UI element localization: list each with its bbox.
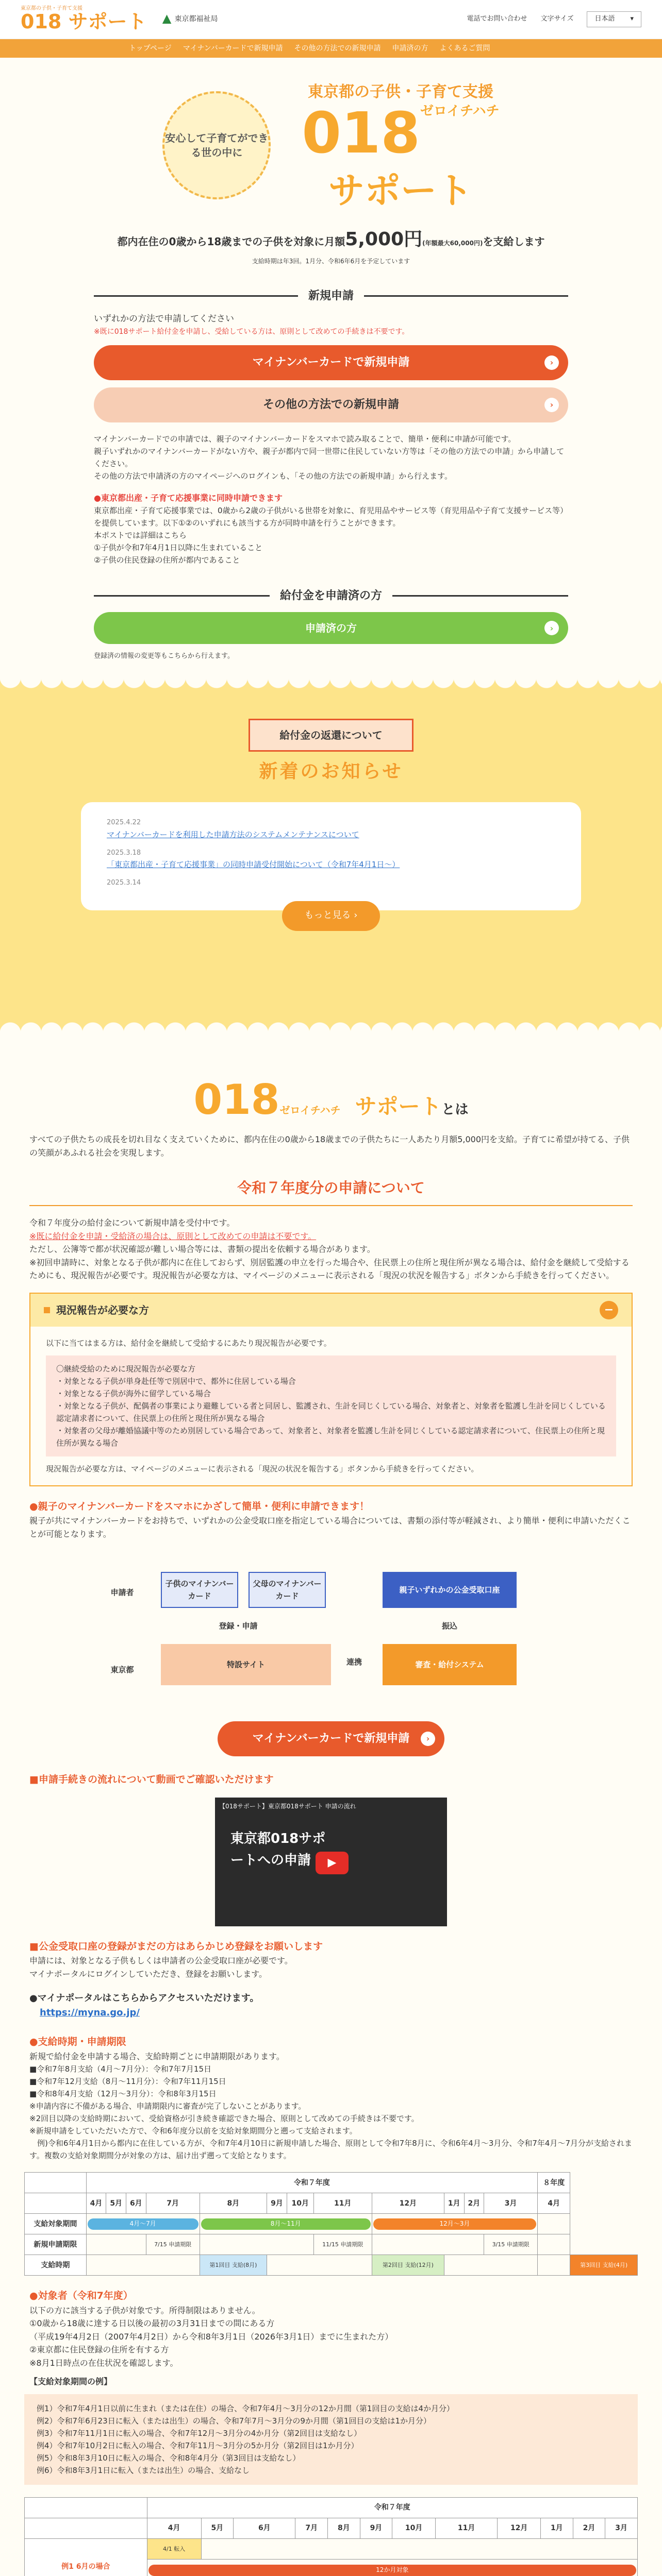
- hero-num: 018: [302, 100, 420, 166]
- month-header: 5月: [106, 2193, 126, 2214]
- r7-text1: 令和７年度分の給付金について新規申請を受付中です。: [29, 1218, 235, 1228]
- metro-label: 東京都福祉局: [174, 15, 218, 24]
- month-header: 9月: [360, 2518, 392, 2539]
- flow-diagram: [99, 1556, 563, 1706]
- status-title: 現況報告が必要な方: [56, 1304, 149, 1317]
- example-item: 例4）令和7年10月2日に転入の場合、令和7年11月～3月分の5か月分（第2回目は1か月分）: [37, 2441, 359, 2451]
- arrow-right-icon: ›: [544, 398, 559, 412]
- refund-chip[interactable]: 給付金の返還について: [249, 719, 413, 752]
- month-header: 1月: [444, 2193, 464, 2214]
- month-header: 2月: [464, 2193, 484, 2214]
- target-text: （平成19年4月2日（2007年4月2日）から令和8年3月1日（2026年3月1日）までに生まれた方）: [29, 2331, 393, 2342]
- minus-icon[interactable]: −: [600, 1301, 618, 1319]
- mynumber-apply-button[interactable]: [94, 345, 568, 380]
- month-header: 6月: [234, 2518, 295, 2539]
- month-header: 4月: [538, 2193, 570, 2214]
- nav-item-other[interactable]: その他の方法での新規申請: [294, 44, 381, 53]
- move-in-cell: 4/1 転入: [147, 2539, 201, 2560]
- example-item: 例5）令和8年3月10日に転入の場合、令和8年4月分（第3回目は支給なし）: [37, 2453, 301, 2463]
- apply-heading: [94, 287, 568, 305]
- mynumber-apply-label: マイナンバーカードで新規申請: [252, 355, 410, 369]
- r7-title: 令和７年度分の申請について: [237, 1179, 425, 1197]
- arrow-right-icon: ›: [421, 1732, 435, 1746]
- apply-para3: その他の方法で申請済の方のマイページへのログインも、「その他の方法での新規申請」から行えます。: [94, 471, 452, 481]
- corner-cell: [25, 2173, 87, 2193]
- period-item: ※新規申請をしていただいた方で、令和6年度分以前を支給対象期間分と遡って支給されます。: [29, 2126, 357, 2136]
- row-header: 支給時期: [25, 2255, 87, 2276]
- hero-kana: ゼロイチハチ: [420, 104, 500, 119]
- more-label: もっと見る: [304, 910, 351, 921]
- period-item: ■令和7年8月支給（4月～7月分）：令和7年7月15日: [29, 2064, 212, 2074]
- chevron-right-icon: ›: [354, 910, 358, 921]
- status-item: ・対象者の父母が離婚協議中等のため別居している場合であって、対象者と、対象者を監護し生計を同じくしている認定請求者について、住民票上の住所と現住所が異なる場合: [56, 1426, 605, 1448]
- site-header: [0, 0, 662, 39]
- corner-cell: [25, 2193, 87, 2214]
- about-kana: ゼロイチハチ: [279, 1104, 341, 1117]
- support-cond2: ②子供の住民登録の住所が都内であること: [94, 555, 240, 565]
- period-bar: 8月～11月: [201, 2218, 371, 2230]
- apply-para2: 親子いずれかのマイナンバーカードがない方や、親子が都内で同一世帯に住民していない方等は「その他の方法での申請」から申請してください。: [94, 446, 565, 468]
- deadline-cell: 3/15 申請期限: [484, 2234, 538, 2255]
- r7-text4: ※初回申請時に、対象となる子供が都内に在住しておらず、別居監護の申立を行った場合や、住民票上の住所と現住所が異なる場合は、給付金を継続して受給するためにも、現況報告が必要です。現況報告が必要な方は、マイページのメニューに表示される「現況の状況を報告する」ボタンから手続きを行ってください。: [29, 1257, 630, 1281]
- period-item: ※2回目以降の支給時期において、受給資格が引き続き確認できた場合、原則として改めての手続きは不要です。: [29, 2114, 419, 2124]
- payment-cell: 第1回目 支給(8月): [200, 2255, 267, 2276]
- nav-item-applied[interactable]: 申請済の方: [392, 44, 428, 53]
- period-bar: 4月～7月: [88, 2218, 198, 2230]
- news-title: 新着のお知らせ: [259, 761, 403, 783]
- month-header: 8月: [328, 2518, 360, 2539]
- lead-small: (年額最大60,000円): [422, 240, 483, 247]
- paid-title: 給付金を申請済の方: [280, 589, 383, 603]
- site-logo[interactable]: [21, 6, 147, 33]
- arrow-right-icon: ›: [544, 355, 559, 370]
- metro-link[interactable]: [162, 13, 218, 25]
- koukin-text1: 申請には、対象となる子供もしくは申請者の公金受取口座が必要です。: [29, 1956, 293, 1966]
- month-header: 9月: [267, 2193, 287, 2214]
- flow-account: 親子いずれかの公金受取口座: [383, 1572, 517, 1608]
- chevron-down-icon: ▾: [630, 15, 634, 23]
- status-accordion: [29, 1293, 633, 1486]
- example-item: 例1）令和7年4月1日以前に生まれ（または在住）の場合、令和7年4月～3月分の12か月間（第1回目の支給は4か月分）: [37, 2404, 454, 2414]
- apply-para1: マイナンバーカードでの申請では、親子のマイナンバーカードをスマホで読み取ることで、簡単・便利に申請が可能です。: [94, 434, 516, 444]
- corner-cell: [25, 2518, 147, 2539]
- flow-register: 登録・申請: [219, 1621, 258, 1631]
- mynaportal-link[interactable]: https://myna.go.jp/: [40, 2007, 140, 2019]
- hero: [0, 58, 662, 228]
- period-bar: 12か月対象: [148, 2565, 636, 2576]
- year-header: 令和７年度: [147, 2498, 637, 2518]
- month-header: 10月: [287, 2193, 313, 2214]
- hero-subtitle: 東京都の子供・子育て支援: [307, 83, 493, 101]
- lead-amount: 5,000円: [345, 229, 423, 250]
- row-header: 支給対象期間: [25, 2214, 87, 2234]
- video-heading: ■申請手続きの流れについて動画でご確認いただけます: [29, 1773, 274, 1785]
- about-suffix: とは: [441, 1102, 469, 1118]
- period-item: ※申請内容に不備がある場合、申請期限内に審査が完了しないことがあります。: [29, 2102, 306, 2111]
- period-item: ■令和8年4月支給（12月～3月分）：令和8年3月15日: [29, 2089, 217, 2099]
- example-item: 例6）令和8年3月1日に転入（または出生）の場合、支給なし: [37, 2466, 250, 2476]
- about-word: サポート: [355, 1094, 442, 1120]
- example-box: [24, 2394, 638, 2485]
- period-heading: ●支給時期・申請期限: [29, 2036, 126, 2048]
- square-icon: [44, 1307, 50, 1313]
- status-item: ・対象となる子供が海外に留学している場合: [56, 1389, 211, 1399]
- payment-cell: 第3回目 支給(4月): [570, 2255, 638, 2276]
- status-item: ・対象となる子供が単身赴任等で別居中で、都外に住居している場合: [56, 1377, 296, 1386]
- row-header: 新規申請期限: [25, 2234, 87, 2255]
- nav-item-mynumber[interactable]: マイナンバーカードで新規申請: [183, 44, 283, 53]
- r7-text3: ただし、公簿等で都が状況確認が難しい場合等には、書類の提出を依頼する場合があります。: [29, 1244, 375, 1255]
- status-accordion-header[interactable]: [30, 1294, 632, 1327]
- video-player[interactable]: [215, 1798, 447, 1926]
- year8-header: ８年度: [538, 2173, 570, 2193]
- schedule-table-1: [24, 2172, 638, 2276]
- flow-link: 連携: [346, 1657, 362, 1667]
- hero-word: サポート: [328, 170, 473, 212]
- hero-lead: [0, 225, 662, 255]
- month-header: 6月: [126, 2193, 146, 2214]
- flow-parent-card: 父母のマイナンバーカード: [249, 1572, 326, 1608]
- month-header: 4月: [86, 2193, 106, 2214]
- month-header: 11月: [313, 2193, 372, 2214]
- target-text: ①0歳から18歳に達する日以後の最初の3月31日までの間にある方: [29, 2318, 275, 2329]
- example-heading: 【支給対象期間の例】: [29, 2376, 112, 2386]
- month-header: 2月: [573, 2518, 605, 2539]
- news-list: [81, 802, 581, 910]
- paid-heading: [94, 587, 568, 605]
- koukin-text2: マイナポータルにログインしていただき、登録をお願いします。: [29, 1969, 267, 1979]
- status-item: ・対象となる子供が、配偶者の事業により避難している者と同居し、監護され、生計を同じくしている場合、対象者と、対象者を監護し生計を同じくしている認定請求者について、住民票上の住所と現住所が異なる場合: [56, 1401, 606, 1423]
- apply-title: 新規申請: [308, 289, 354, 302]
- target-text: 以下の方に該当する子供が対象です。所得制限はありません。: [29, 2305, 260, 2315]
- news-date: 2025.4.22: [107, 818, 141, 826]
- flow-system: 審査・給付システム: [383, 1644, 517, 1685]
- logo-main-text: 018 サポート: [21, 10, 147, 33]
- month-header: 12月: [372, 2193, 444, 2214]
- flow-child-card: 子供のマイナンバーカード: [161, 1572, 238, 1608]
- phone-inquiry-link[interactable]: 電話でお問い合わせ: [467, 15, 527, 23]
- month-header: 5月: [201, 2518, 234, 2539]
- month-header: 7月: [146, 2193, 200, 2214]
- payment-cell: 第2回目 支給(12月): [372, 2255, 444, 2276]
- schedule-table-2: [24, 2497, 638, 2576]
- nav-item-top[interactable]: トップページ: [129, 44, 172, 53]
- logo-tagline: 東京都の子供・子育て支援: [21, 6, 82, 12]
- mynumber-apply-label-2: マイナンバーカードで新規申請: [252, 1732, 410, 1745]
- news-link[interactable]: 「東京都出産・子育て応援事業」の同時申請受付開始について（令和7年4月1日～）: [107, 860, 400, 870]
- status-list: [46, 1355, 616, 1456]
- month-header: 3月: [484, 2193, 538, 2214]
- news-link[interactable]: マイナンバーカードを利用した申請方法のシステムメンテナンスについて: [107, 829, 359, 839]
- applied-button[interactable]: [94, 612, 568, 644]
- month-header: 4月: [147, 2518, 201, 2539]
- video-thumb-text: 東京都018サポートへの申請: [230, 1831, 326, 1868]
- month-header: 12月: [498, 2518, 541, 2539]
- lead-text1: 都内在住の0歳から18歳までの子供を対象に月額: [117, 235, 345, 248]
- support-para: 東京都出産・子育て応援事業では、0歳から2歳の子供がいる世帯を対象に、育児用品やサービス等（育児用品や子育て支援サービス等）を提供しています。以下①②のいずれにも該当する方が同時申請を行うことができます。: [94, 506, 568, 528]
- flow-metro: 東京都: [110, 1665, 134, 1674]
- corner-cell: [25, 2498, 147, 2518]
- support-heading: ●東京都出産・子育て応援事業に同時申請できます: [94, 493, 283, 503]
- flow-applicant: 申請者: [110, 1587, 134, 1597]
- news-date: 2025.3.14: [107, 879, 141, 887]
- mynumber-text: 親子が共にマイナンバーカードをお持ちで、いずれかの公金受取口座を指定している場合については、書類の添付等が軽減され、より簡単・便利に申請いただくことが可能となります。: [29, 1516, 631, 1539]
- period-text: 新規で給付金を申請する場合、支給時期ごとに申請期限があります。: [29, 2051, 285, 2061]
- font-size-control[interactable]: 文字サイズ: [540, 15, 574, 23]
- month-header: 3月: [605, 2518, 638, 2539]
- nav-item-faq[interactable]: よくあるご質問: [439, 44, 490, 53]
- paid-note: 登録済の情報の変更等もこちらから行えます。: [94, 652, 234, 660]
- status-text2: 現況報告が必要な方は、マイページのメニューに表示される「現況の状況を報告する」ボタンから手続きを行ってください。: [46, 1464, 479, 1474]
- lead-text2: を支給します: [483, 235, 545, 248]
- month-header: 7月: [295, 2518, 328, 2539]
- year-header: 令和７年度: [86, 2173, 537, 2193]
- koukin-heading: ■公金受取口座の登録がまだの方はあらかじめ登録をお願いします: [29, 1941, 323, 1953]
- hero-logo: [302, 100, 500, 212]
- mynumber-apply-button-2[interactable]: [218, 1721, 444, 1756]
- flow-transfer: 振込: [441, 1621, 457, 1631]
- news-date: 2025.3.18: [107, 849, 141, 857]
- about-num: 018: [193, 1076, 280, 1124]
- status-text1: 以下に当てはまる方は、給付金を継続して受給するにあたり現況報告が必要です。: [46, 1338, 332, 1348]
- mynaportal-text: ●マイナポータルはこちらからアクセスいただけます。: [29, 1992, 259, 2004]
- hero-note: 支給時期は年3回。1月分、令和6年6月を予定しています: [252, 257, 410, 265]
- target-text: ※8月1日時点の在住状況を確認します。: [29, 2358, 178, 2368]
- metro-icon: [162, 14, 172, 24]
- month-header: 11月: [436, 2518, 498, 2539]
- target-heading: ●対象者（令和7年度）: [29, 2290, 133, 2302]
- language-select[interactable]: [587, 11, 641, 27]
- more-button[interactable]: [282, 901, 380, 931]
- flow-site: 特設サイト: [161, 1644, 331, 1685]
- global-nav: [0, 39, 662, 58]
- month-header: 10月: [392, 2518, 436, 2539]
- apply-note: ※既に018サポート給付金を申請し、受給している方は、原則として改めての手続きは不要です。: [94, 328, 409, 336]
- apply-text1: いずれかの方法で申請してください: [94, 313, 234, 324]
- target-text: ②東京都に住民登録の住所を有する方: [29, 2345, 169, 2355]
- about-text: すべての子供たちの成長を切れ目なく支えていくために、都内在住の0歳から18歳までの子供たちに一人あたり月額5,000円を支給。子育てに希望が持てる、子供の笑顔があふれる社会を実現します。: [29, 1134, 630, 1158]
- example-item: 例3）令和7年11月1日に転入の場合、令和7年12月～3月分の4か月分（第2回目は支給なし）: [37, 2429, 361, 2438]
- hero-badge: 安心して子育てができる世の中に: [162, 91, 271, 199]
- status-list-title: 〇継続受給のために現況報告が必要な方: [56, 1364, 196, 1374]
- deadline-cell: 11/15 申請期限: [313, 2234, 372, 2255]
- news-section: [0, 677, 662, 1033]
- r7-text2: ※既に給付金を申請・受給済の場合は、原則として改めての申請は不要です。: [29, 1231, 317, 1241]
- period-item: ■令和7年12月支給（8月～11月分）：令和7年11月15日: [29, 2077, 226, 2087]
- support-cond1: ①子供が令和7年4月1日以降に生まれていること: [94, 543, 263, 553]
- period-bar: 12月～3月: [373, 2218, 536, 2230]
- other-apply-button[interactable]: [94, 387, 568, 422]
- arrow-right-icon: ›: [544, 621, 559, 635]
- example-item: 例2）令和7年6月23日に転入（または出生）の場合、令和7年7月～3月分の9か月間（第1回目の支給は1か月分）: [37, 2416, 431, 2426]
- mynumber-heading: ●親子のマイナンバーカードをスマホにかざして簡単・便利に申請できます！: [29, 1501, 370, 1513]
- language-value: 日本語: [594, 15, 615, 23]
- other-apply-label: その他の方法での新規申請: [262, 398, 399, 411]
- month-header: 8月: [200, 2193, 267, 2214]
- row-header: 例1 6月の場合: [25, 2539, 147, 2576]
- period-item: 例)令和6年4月1日から都内に在住している方が、令和7年4月10日に新規申請した場合、原則として令和7年8月に、令和6年4月～3月分、令和7年4月～7月分が支給されます。複数の支給対象期間分が対象の方は、届け出ず遡って支給となります。: [29, 2139, 633, 2161]
- video-title: 【018サポート】東京都018サポート 申請の流れ: [219, 1803, 356, 1810]
- about-logo: [0, 1076, 662, 1124]
- support-link[interactable]: 本ポストでは詳細はこちら: [94, 531, 187, 540]
- month-header: 1月: [541, 2518, 573, 2539]
- applied-label: 申請済の方: [305, 622, 357, 635]
- about-section: [0, 1076, 662, 1124]
- play-icon[interactable]: ▶: [316, 1852, 349, 1874]
- deadline-cell: 7/15 申請期限: [146, 2234, 200, 2255]
